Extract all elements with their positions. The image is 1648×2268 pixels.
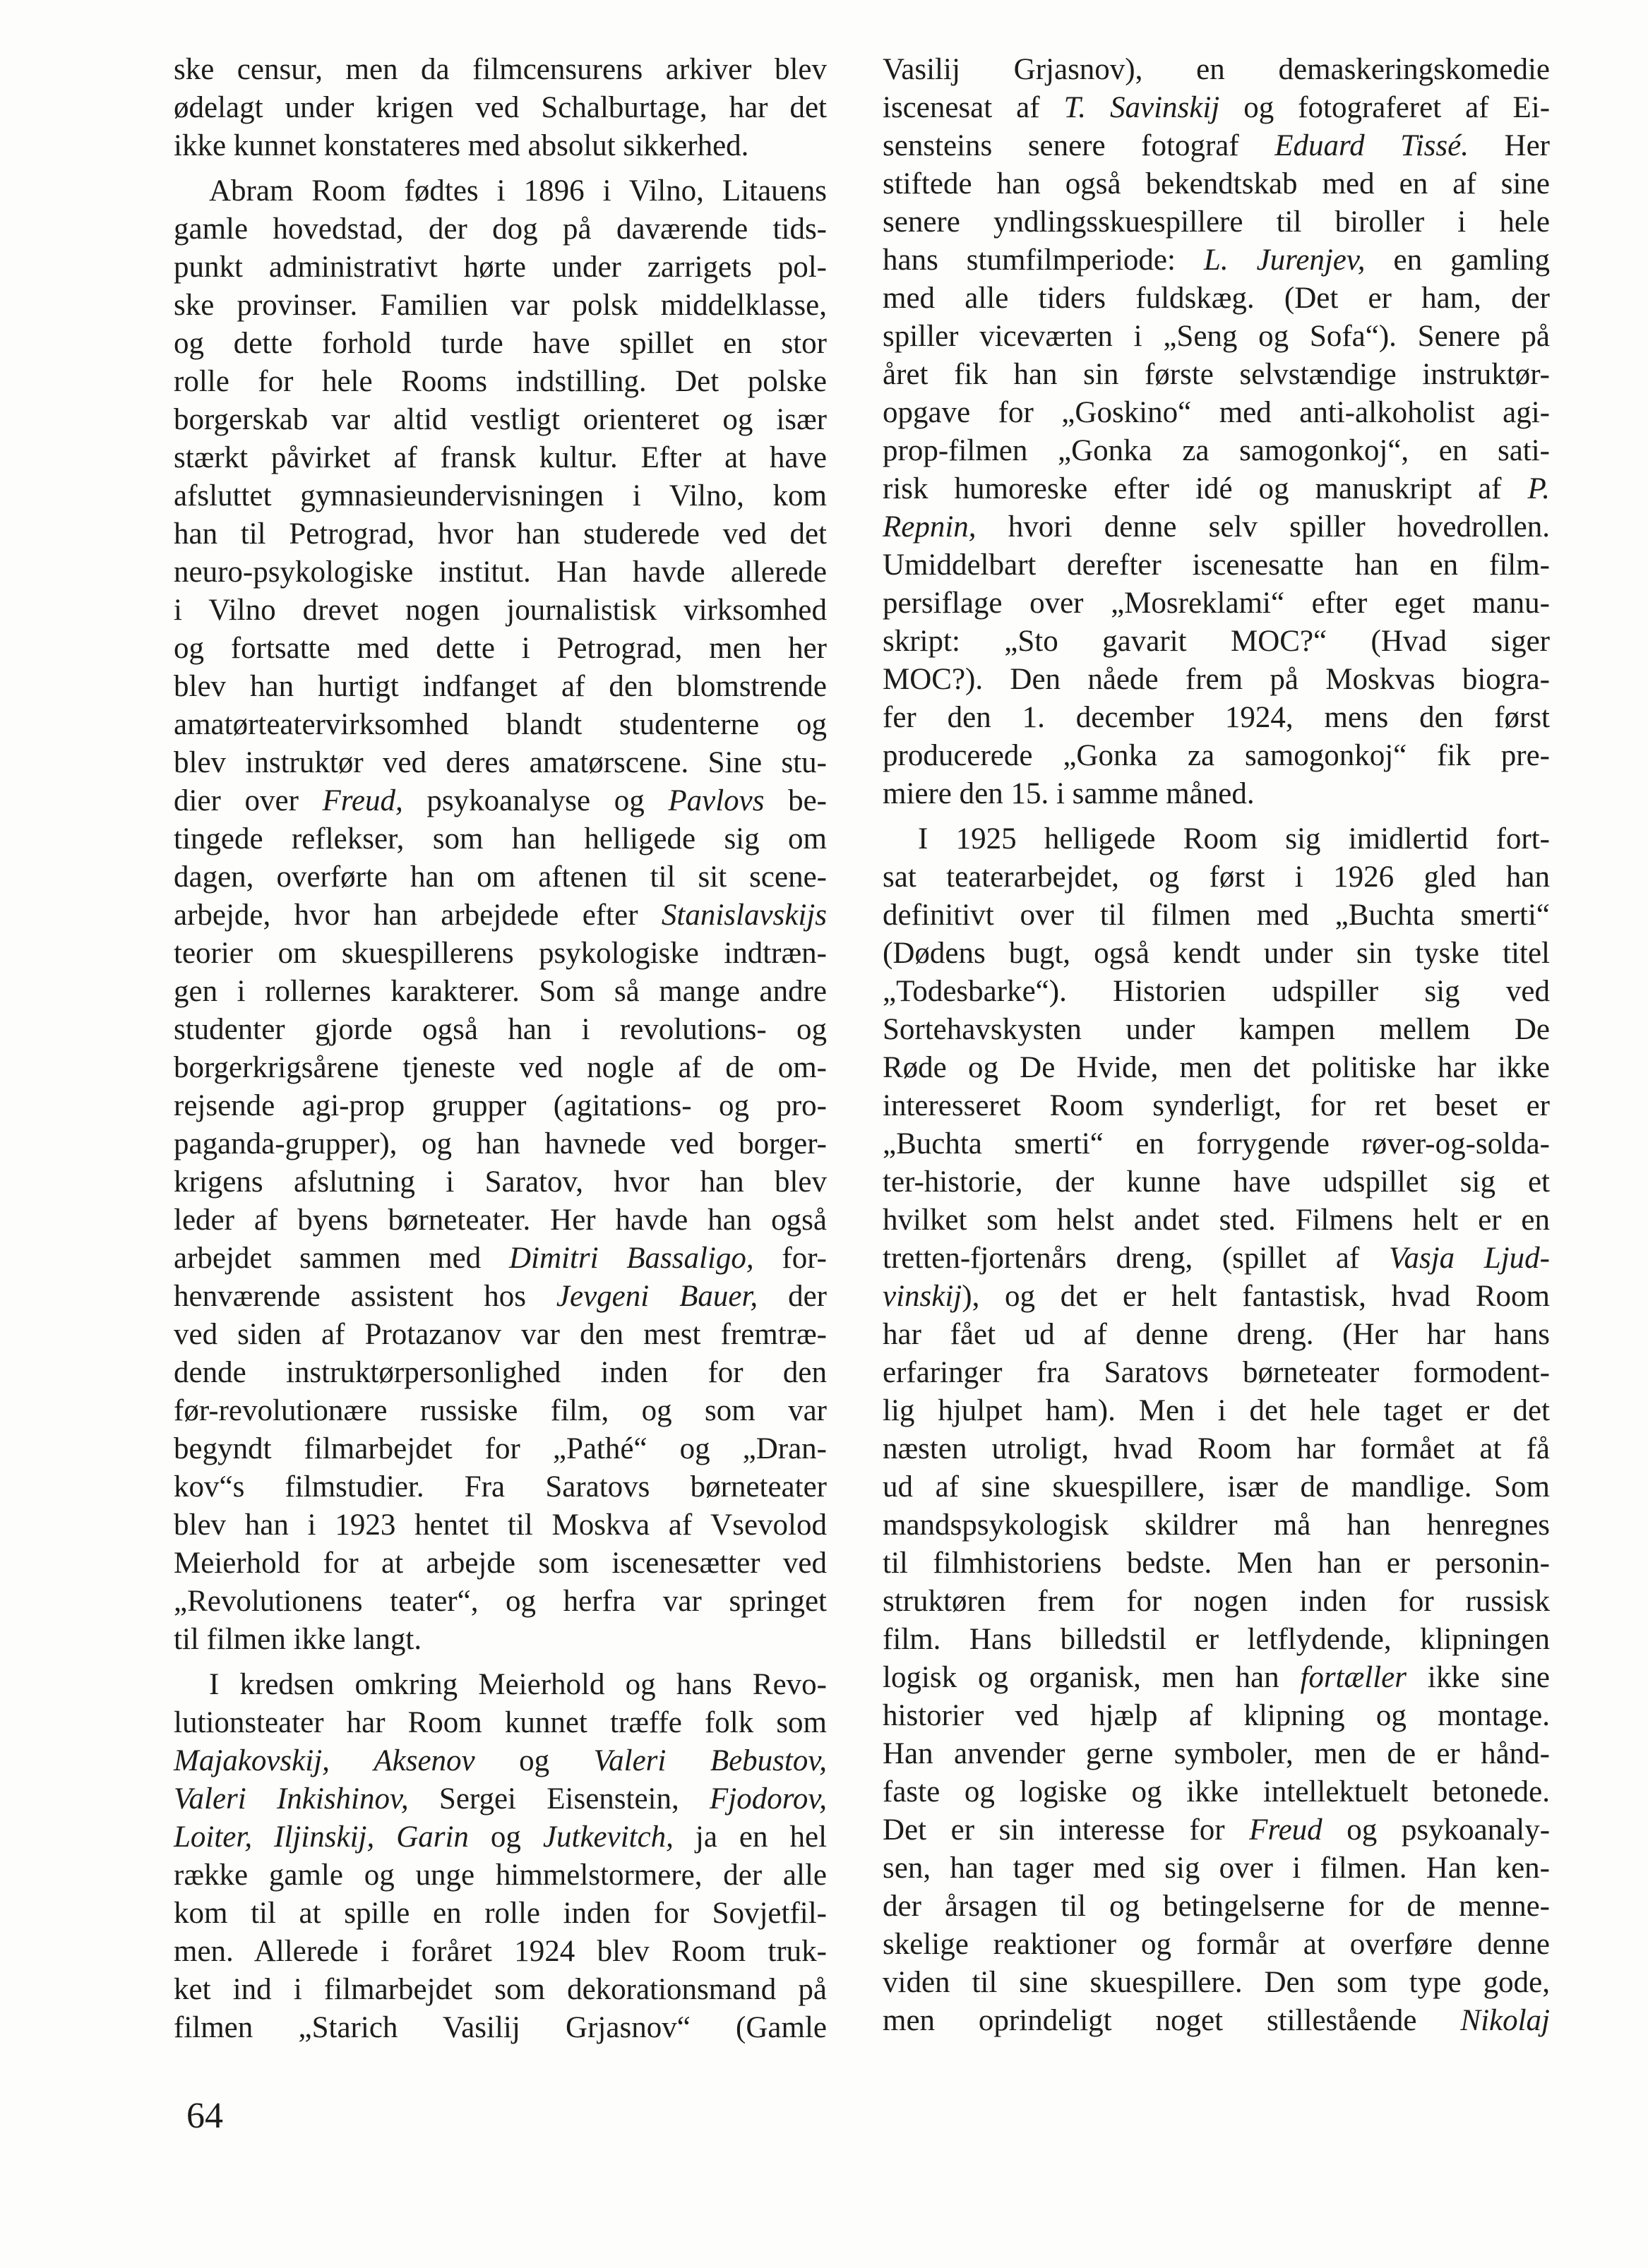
text-run: fer den 1. december 1924, mens den først <box>883 701 1550 734</box>
text-line <box>883 1621 1550 1659</box>
text-run: rejsende agi-prop grupper (agitations- og pro- <box>174 1089 827 1122</box>
page-number: 64 <box>186 2096 223 2136</box>
text-run: I kredsen omkring Meierhold og hans Revo- <box>209 1668 827 1701</box>
text-run: hvilket som helst andet sted. Filmens helt er en <box>883 1204 1550 1237</box>
text-run: afsluttet gymnasieundervisningen i Vilno, kom <box>174 479 827 512</box>
text-line <box>174 1087 827 1125</box>
text-line <box>883 1049 1550 1087</box>
text-line <box>174 973 827 1011</box>
text-line <box>174 127 827 165</box>
text-line <box>174 287 827 325</box>
italic-text-run: Valeri Bebustov, <box>593 1744 827 1777</box>
text-run: til filmhistoriens bedste. Men han er personin- <box>883 1547 1550 1580</box>
text-line <box>174 1583 827 1621</box>
text-run: persiflage over „Mosreklami“ efter eget manu- <box>883 587 1550 620</box>
text-line <box>174 1125 827 1163</box>
text-run: ket ind i filmarbejdet som dekorationsmand på <box>174 1973 827 2006</box>
text-run: men. Allerede i foråret 1924 blev Room truk- <box>174 1935 827 1968</box>
right-text-column <box>883 51 1550 2047</box>
text-run: interesseret Room synderligt, for ret beset er <box>883 1089 1550 1122</box>
text-line <box>174 1544 827 1583</box>
text-line <box>883 935 1550 973</box>
text-run: året fik han sin første selvstændige instruktør- <box>883 358 1550 391</box>
text-run: for- <box>753 1242 827 1275</box>
text-line <box>883 973 1550 1011</box>
text-run: Sortehavskysten under kampen mellem De <box>883 1013 1550 1046</box>
text-run: Han anvender gerne symboler, men de er hånd- <box>883 1737 1550 1770</box>
text-line <box>174 363 827 401</box>
text-line <box>174 1933 827 1971</box>
text-line <box>883 1125 1550 1163</box>
text-run: Det er sin interesse for <box>883 1813 1250 1847</box>
text-line <box>883 508 1550 546</box>
text-line <box>883 584 1550 623</box>
text-run: sensteins senere fotograf <box>883 129 1275 162</box>
text-run: Her <box>1468 129 1550 162</box>
text-run: Sergei Eisenstein, <box>408 1782 710 1816</box>
text-line <box>174 401 827 439</box>
text-line <box>174 782 827 820</box>
text-line <box>174 1468 827 1506</box>
text-line <box>883 1430 1550 1468</box>
text-line <box>174 668 827 706</box>
text-line <box>174 1704 827 1742</box>
text-line <box>174 248 827 287</box>
italic-text-run: Pavlovs <box>668 784 765 817</box>
text-run: filmen „Starich Vasilij Grjasnov“ (Gamle <box>174 2011 827 2044</box>
text-run: og <box>468 1820 543 1854</box>
italic-text-run: P. <box>1527 472 1550 505</box>
text-run: sen, han tager med sig over i filmen. Han ken- <box>883 1852 1550 1885</box>
text-run: definitivt over til filmen med „Buchta smerti“ <box>883 899 1550 932</box>
text-line <box>883 1316 1550 1354</box>
text-line <box>174 1163 827 1201</box>
text-run: „Buchta smerti“ en forrygende røver-og-solda- <box>883 1127 1550 1160</box>
text-run: stærkt påvirket af fransk kultur. Efter at have <box>174 441 827 474</box>
text-line <box>174 1278 827 1316</box>
text-run: begyndt filmarbejdet for „Pathé“ og „Dran- <box>174 1432 827 1465</box>
text-line <box>883 1811 1550 1849</box>
text-run: mandspsykologisk skildrer må han henregnes <box>883 1508 1550 1542</box>
text-line <box>883 1964 1550 2002</box>
text-run: Abram Room fødtes i 1896 i Vilno, Litauens <box>209 174 827 208</box>
text-line <box>174 1971 827 2009</box>
text-run: opgave for „Goskino“ med anti-alkoholist agi- <box>883 396 1550 429</box>
text-run: arbejdet sammen med <box>174 1242 509 1275</box>
text-line <box>883 775 1550 813</box>
text-line <box>174 1316 827 1354</box>
text-run: med alle tiders fuldskæg. (Det er ham, der <box>883 282 1550 315</box>
text-run: film. Hans billedstil er letflydende, klipningen <box>883 1623 1550 1656</box>
italic-text-run: Nikolaj <box>1460 2004 1550 2037</box>
text-line <box>883 2002 1550 2040</box>
text-line <box>174 1430 827 1468</box>
text-line <box>174 1240 827 1278</box>
text-run: blev han i 1923 hentet til Moskva af Vsevolod <box>174 1508 827 1542</box>
italic-text-run: L. Jurenjev, <box>1203 244 1366 277</box>
text-line <box>174 325 827 363</box>
text-line <box>883 1240 1550 1278</box>
text-run: studenter gjorde også han i revolutions- og <box>174 1013 827 1046</box>
text-line <box>883 165 1550 203</box>
text-run: producerede „Gonka za samogonkoj“ fik pre- <box>883 739 1550 772</box>
text-run: gamle hovedstad, der dog på daværende tids- <box>174 212 827 246</box>
text-run: arbejde, hvor han arbejdede efter <box>174 899 662 932</box>
italic-text-run: Jevgeni Bauer, <box>556 1280 758 1313</box>
text-run: Meierhold for at arbejde som iscenesætter ved <box>174 1547 827 1580</box>
text-run: dagen, overførte han om aftenen til sit scene- <box>174 860 827 894</box>
text-run: række gamle og unge himmelstormere, der alle <box>174 1859 827 1892</box>
text-run: hans stumfilmperiode: <box>883 244 1204 277</box>
text-run: og dette forhold turde have spillet en stor <box>174 327 827 360</box>
text-line <box>174 2009 827 2047</box>
text-run: borgerskab var altid vestligt orienteret og især <box>174 403 827 436</box>
text-line <box>883 1278 1550 1316</box>
text-line <box>883 51 1550 89</box>
text-line <box>883 89 1550 127</box>
text-line <box>174 1895 827 1933</box>
text-run: leder af byens børneteater. Her havde han også <box>174 1204 827 1237</box>
text-run: og psykoanaly- <box>1322 1813 1551 1847</box>
text-line <box>883 661 1550 699</box>
text-line <box>883 356 1550 394</box>
paragraph <box>883 820 1550 2040</box>
text-line <box>883 1849 1550 1888</box>
text-run: til filmen ikke langt. <box>174 1623 422 1656</box>
text-run: prop-filmen „Gonka za samogonkoj“, en sati- <box>883 434 1550 467</box>
text-line <box>883 203 1550 241</box>
text-run: ske provinser. Familien var polsk middelklasse, <box>174 289 827 322</box>
text-line <box>883 1087 1550 1125</box>
text-run: kov“s filmstudier. Fra Saratovs børneteater <box>174 1470 827 1504</box>
text-run: ikke kunnet konstateres med absolut sikkerhed. <box>174 129 749 162</box>
text-line <box>174 1049 827 1087</box>
paragraph <box>883 51 1550 813</box>
italic-text-run: Loiter, Iljinskij, Garin <box>174 1820 469 1854</box>
text-run: i Vilno drevet nogen journalistisk virksomhed <box>174 594 827 627</box>
text-line <box>174 896 827 935</box>
text-run: tingede reflekser, som han helligede sig om <box>174 822 827 856</box>
text-line <box>883 737 1550 775</box>
paragraph <box>174 172 827 1659</box>
text-run: skelige reaktioner og formår at overføre denne <box>883 1928 1550 1961</box>
text-line <box>174 172 827 210</box>
text-line <box>174 1666 827 1704</box>
text-run: ), og det er helt fantastisk, hvad Room <box>962 1280 1550 1313</box>
italic-text-run: fortæller <box>1300 1661 1407 1694</box>
text-line <box>174 477 827 515</box>
text-run: ved siden af Protazanov var den mest fremtræ- <box>174 1318 827 1351</box>
text-run: stiftede han også bekendtskab med en af sine <box>883 167 1550 200</box>
text-line <box>174 1506 827 1544</box>
text-run: tretten-fjortenårs dreng, (spillet af <box>883 1242 1389 1275</box>
text-line <box>174 515 827 553</box>
italic-text-run: Freud, <box>322 784 403 817</box>
text-line <box>174 630 827 668</box>
italic-text-run: Freud <box>1249 1813 1322 1847</box>
text-line <box>883 1011 1550 1049</box>
text-run: blev han hurtigt indfanget af den blomstrende <box>174 670 827 703</box>
text-run: hvori denne selv spiller hovedrollen. <box>976 510 1550 544</box>
text-line <box>883 858 1550 896</box>
text-run: „Todesbarke“). Historien udspiller sig ved <box>883 975 1550 1008</box>
text-run: henværende assistent hos <box>174 1280 556 1313</box>
text-run: senere yndlingsskuespillere til biroller i hele <box>883 205 1550 239</box>
text-run: spiller viceværten i „Seng og Sofa“). Senere på <box>883 320 1550 353</box>
text-run: og fotograferet af Ei- <box>1219 91 1551 124</box>
text-run: lutionsteater har Room kunnet træffe folk som <box>174 1706 827 1739</box>
text-line <box>883 1201 1550 1240</box>
text-run: risk humoreske efter idé og manuskript af <box>883 472 1528 505</box>
text-run: logisk og organisk, men han <box>883 1661 1301 1694</box>
italic-text-run: Jutkevitch, <box>542 1820 674 1854</box>
text-run: ske censur, men da filmcensurens arkiver blev <box>174 53 827 86</box>
text-run: han til Petrograd, hvor han studerede ved det <box>174 517 827 551</box>
text-run: Umiddelbart derefter iscenesatte han en film- <box>883 548 1550 582</box>
text-run: faste og logiske og ikke intellektuelt betonede. <box>883 1775 1550 1808</box>
text-line <box>883 1773 1550 1811</box>
text-line <box>174 592 827 630</box>
text-line <box>174 439 827 477</box>
text-line <box>883 1888 1550 1926</box>
text-run: næsten utroligt, hvad Room har formået at få <box>883 1432 1550 1465</box>
left-text-column <box>174 51 827 2054</box>
text-line <box>883 1583 1550 1621</box>
text-line <box>883 394 1550 432</box>
text-run: psykoanalyse og <box>402 784 669 817</box>
text-run: ter-historie, der kunne have udspillet sig et <box>883 1165 1550 1199</box>
text-line <box>883 1392 1550 1430</box>
text-line <box>883 1163 1550 1201</box>
text-line <box>174 820 827 858</box>
text-run: „Revolutionens teater“, og herfra var springet <box>174 1585 827 1618</box>
text-line <box>174 1780 827 1818</box>
text-run: MOC?). Den nåede frem på Moskvas biogra- <box>883 663 1550 696</box>
text-run: ødelagt under krigen ved Schalburtage, har det <box>174 91 827 124</box>
italic-text-run: Repnin, <box>883 510 977 544</box>
text-line <box>883 1506 1550 1544</box>
text-line <box>174 744 827 782</box>
text-line <box>174 51 827 89</box>
text-line <box>174 89 827 127</box>
text-line <box>883 896 1550 935</box>
text-run: og <box>474 1744 594 1777</box>
italic-text-run: vinskij <box>883 1280 962 1313</box>
text-run: viden til sine skuespillere. Den som type gode, <box>883 1966 1550 1999</box>
text-run: iscenesat af <box>883 91 1064 124</box>
text-line <box>883 699 1550 737</box>
text-line <box>174 1621 827 1659</box>
text-run: ud af sine skuespillere, især de mandlige. Som <box>883 1470 1550 1504</box>
text-run: erfaringer fra Saratovs børneteater formodent- <box>883 1356 1550 1389</box>
text-line <box>174 1011 827 1049</box>
text-line <box>883 1926 1550 1964</box>
text-run: be- <box>764 784 828 817</box>
text-line <box>883 318 1550 356</box>
text-run: sat teaterarbejdet, og først i 1926 gled han <box>883 860 1550 894</box>
text-run: ja en hel <box>673 1820 828 1854</box>
text-run: Vasilij Grjasnov), en demaskeringskomedie <box>883 53 1550 86</box>
text-line <box>883 241 1550 280</box>
text-run: en gamling <box>1365 244 1550 277</box>
text-run: ikke sine <box>1407 1661 1550 1694</box>
text-run: og fortsatte med dette i Petrograd, men her <box>174 632 827 665</box>
text-run: men oprindeligt noget stillestående <box>883 2004 1461 2037</box>
text-run: der årsagen til og betingelserne for de menne- <box>883 1890 1550 1923</box>
text-line <box>174 1201 827 1240</box>
text-run: gen i rollernes karakterer. Som så mange andre <box>174 975 827 1008</box>
text-run <box>330 1744 374 1777</box>
text-run: dende instruktørpersonlighed inden for den <box>174 1356 827 1389</box>
text-run: Røde og De Hvide, men det politiske har ikke <box>883 1051 1550 1084</box>
text-run: historier ved hjælp af klipning og montage. <box>883 1699 1550 1732</box>
text-line <box>174 1742 827 1780</box>
paragraph <box>174 1666 827 2047</box>
text-run: amatørteatervirksomhed blandt studenterne og <box>174 708 827 741</box>
text-run: punkt administrativt hørte under zarrigets pol- <box>174 251 827 284</box>
italic-text-run: Fjodorov, <box>710 1782 827 1816</box>
text-run: kom til at spille en rolle inden for Sovjetfil- <box>174 1897 827 1930</box>
italic-text-run: Stanislavskijs <box>661 899 827 932</box>
text-run: paganda-grupper), og han havnede ved borger- <box>174 1127 827 1160</box>
text-line <box>174 1392 827 1430</box>
text-run: blev instruktør ved deres amatørscene. Sine stu- <box>174 746 827 779</box>
text-line <box>174 210 827 248</box>
italic-text-run: T. Savinskij <box>1063 91 1220 124</box>
text-run: der <box>758 1280 827 1313</box>
text-line <box>174 553 827 592</box>
text-line <box>883 623 1550 661</box>
text-run: krigens afslutning i Saratov, hvor han blev <box>174 1165 827 1199</box>
text-line <box>883 1544 1550 1583</box>
italic-text-run: Dimitri Bassaligo, <box>508 1242 754 1275</box>
text-line <box>883 546 1550 584</box>
text-line <box>883 470 1550 508</box>
italic-text-run: Valeri Inkishinov, <box>174 1782 409 1816</box>
text-run: I 1925 helligede Room sig imidlertid fort- <box>918 822 1550 856</box>
italic-text-run: Eduard Tissé. <box>1274 129 1469 162</box>
text-run: dier over <box>174 784 323 817</box>
italic-text-run: Vasja Ljud- <box>1388 1242 1550 1275</box>
text-run: rolle for hele Rooms indstilling. Det polske <box>174 365 827 398</box>
text-run: borgerkrigsårene tjeneste ved nogle af de om- <box>174 1051 827 1084</box>
text-line <box>174 706 827 744</box>
text-line <box>883 1468 1550 1506</box>
text-run: teorier om skuespillerens psykologiske indtræn- <box>174 937 827 970</box>
text-line <box>883 432 1550 470</box>
text-run: (Dødens bugt, også kendt under sin tyske titel <box>883 937 1550 970</box>
paragraph <box>174 51 827 165</box>
italic-text-run: Aksenov <box>374 1744 475 1777</box>
text-line <box>174 1354 827 1392</box>
text-run: før-revolutionære russiske film, og som var <box>174 1394 827 1427</box>
text-line <box>883 1735 1550 1773</box>
text-line <box>883 127 1550 165</box>
text-line <box>883 280 1550 318</box>
text-run: lig hjulpet ham). Men i det hele taget er det <box>883 1394 1550 1427</box>
text-run: har fået ud af denne dreng. (Her har hans <box>883 1318 1550 1351</box>
text-line <box>174 858 827 896</box>
text-run: miere den 15. i samme måned. <box>883 777 1255 810</box>
text-line <box>174 935 827 973</box>
text-line <box>174 1856 827 1895</box>
text-run: neuro-psykologiske institut. Han havde allerede <box>174 556 827 589</box>
text-line <box>883 820 1550 858</box>
italic-text-run: Majakovskij, <box>174 1744 330 1777</box>
text-line <box>174 1818 827 1856</box>
text-line <box>883 1659 1550 1697</box>
text-line <box>883 1697 1550 1735</box>
text-run: struktøren frem for nogen inden for russisk <box>883 1585 1550 1618</box>
text-run: skript: „Sto gavarit MOC?“ (Hvad siger <box>883 625 1550 658</box>
text-line <box>883 1354 1550 1392</box>
